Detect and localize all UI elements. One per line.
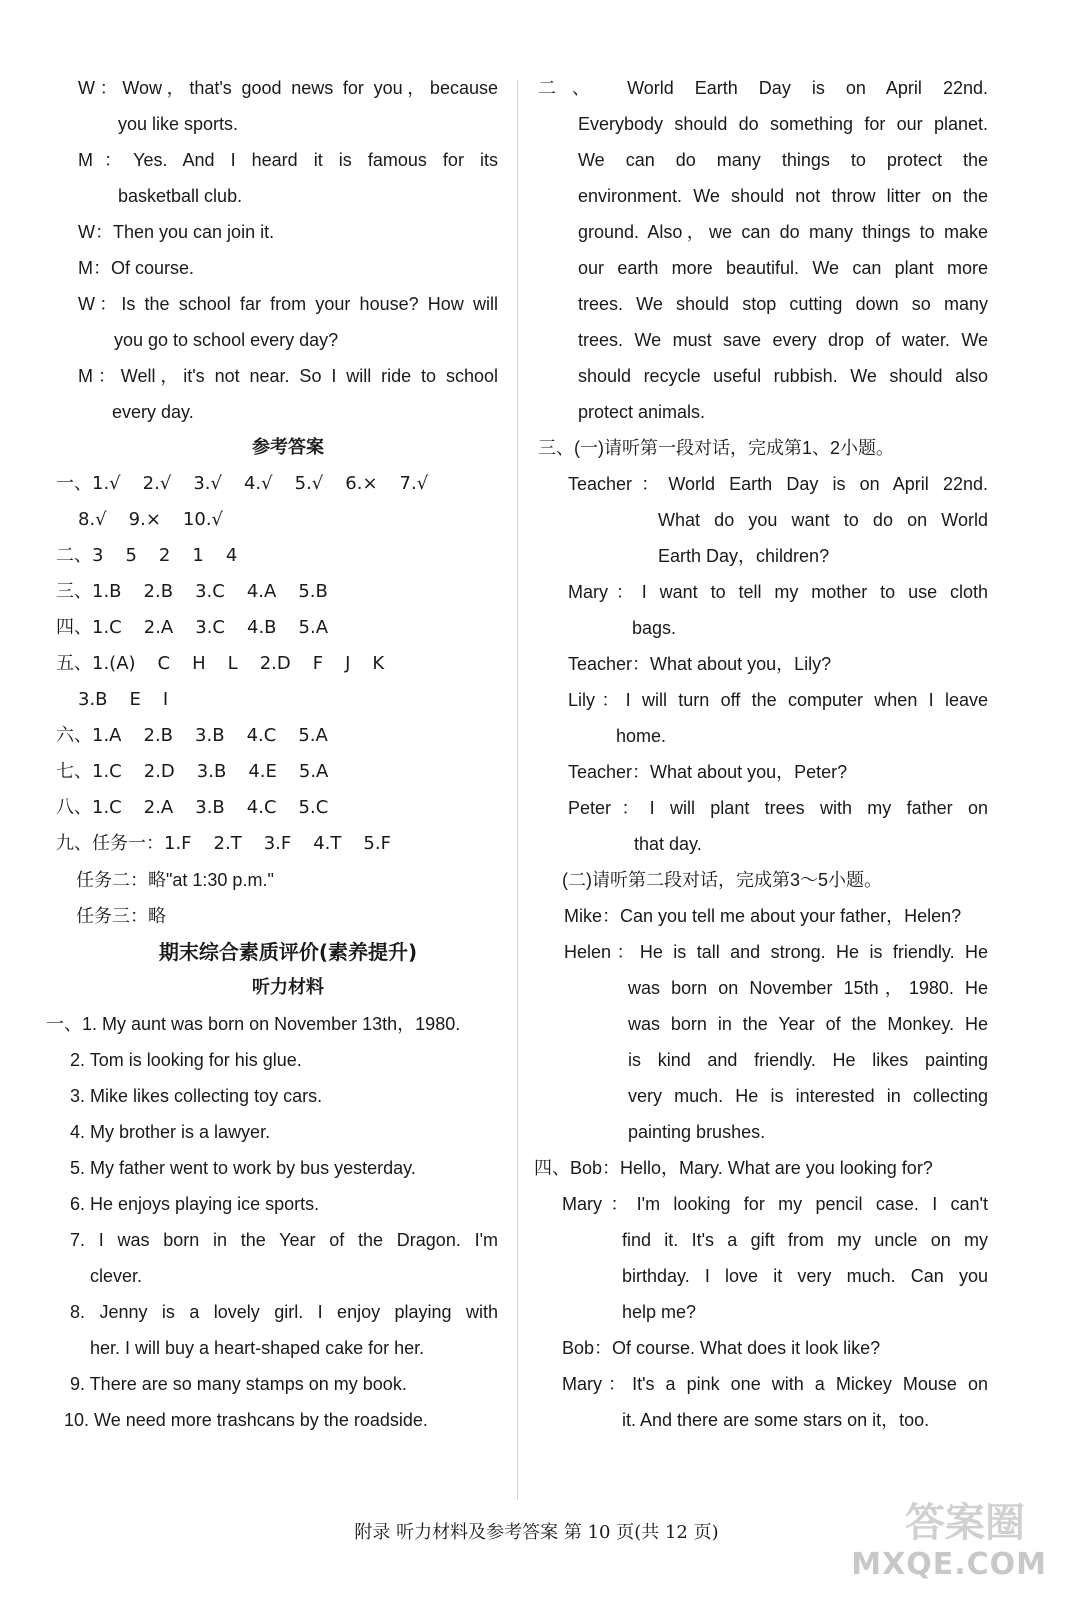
answer-item: 4.C [246,797,277,818]
text-line: basketball club. [118,186,243,206]
answer-item: 4.T [313,833,342,854]
answer-item: J [345,653,351,674]
answer-item: 2.T [213,833,242,854]
text-line: M：Of course. [78,258,195,278]
text-line: Teacher：World Earth Day is on April 22nd. [568,474,988,494]
answer-row [56,754,498,790]
answer-item: 八、1.C [56,797,122,818]
answer-row [56,826,498,862]
answer-item: 三、1.B [56,581,122,602]
answer-item: I [162,689,169,710]
text-line: 一、1. My aunt was born on November 13th，1980. [46,1014,461,1034]
answer-row [56,718,498,754]
text-line: Teacher：What about you，Peter? [568,762,848,782]
answer-item: 3.√ [193,473,222,494]
answer-row [56,610,498,646]
answer-item: 1 [192,545,204,566]
answer-item: H [192,653,206,674]
answer-item: 4.E [248,761,277,782]
answer-item: 4.B [247,617,277,638]
watermark-top-text: 答案圈 [905,1500,1025,1546]
answer-item: 一、1.√ [56,473,121,494]
text-line: should recycle useful rubbish. We should also [578,366,988,386]
section-heading: 听力材料 [252,977,324,998]
text-line: ground. Also，we can do many things to make [578,222,988,242]
text-line: M：Well，it's not near. So I will ride to school [78,366,498,386]
answer-row [56,790,498,826]
text-line: Earth Day，children? [658,546,830,566]
text-line: 7. I was born in the Year of the Dragon. I'm [70,1230,498,1250]
text-line: Peter：I will plant trees with my father on [568,798,988,818]
text-line: her. I will buy a heart-shaped cake for her. [90,1338,425,1358]
answer-item: 七、1.C [56,761,122,782]
text-line: 10. We need more trashcans by the roadside. [64,1410,428,1430]
answer-item: 4.A [246,581,277,602]
answer-row [56,466,498,502]
text-line: (二)请听第二段对话，完成第3～5小题。 [562,870,883,890]
text-line: home. [616,726,667,746]
answer-row [78,682,498,718]
answer-item: 3.B [195,725,225,746]
answer-item: 九、任务一：1.F [56,833,192,854]
text-line: find it. It's a gift from my uncle on my [622,1230,988,1250]
answer-item: 8.√ [78,509,107,530]
text-line: W：Wow，that's good news for you，because [78,78,498,98]
text-line: We can do many things to protect the [578,150,988,170]
text-line: you like sports. [118,114,239,134]
answer-item: F [312,653,324,674]
answer-item: 2.B [143,725,174,746]
answer-item: 5.C [298,797,329,818]
answer-item: 3.C [195,617,225,638]
text-line: W：Then you can join it. [78,222,275,242]
text-line: that day. [634,834,702,854]
text-line: Helen：He is tall and strong. He is friendly. He [564,942,988,962]
answer-row [78,502,498,538]
text-line: 三、(一)请听第一段对话，完成第1、2小题。 [538,438,895,458]
text-line: 2. Tom is looking for his glue. [70,1050,302,1070]
text-line: Mary：I want to tell my mother to use cloth [568,582,988,602]
section-heading: 期末综合素质评价(素养提升) [158,940,418,964]
text-line: What do you want to do on World [658,510,988,530]
text-line: W：Is the school far from your house? How will [78,294,498,314]
text-line: Mike：Can you tell me about your father，Helen? [564,906,962,926]
answer-row [56,646,498,682]
answer-item: C [157,653,171,674]
answer-item: 2 [158,545,171,566]
answer-item: L [227,653,238,674]
text-line: is kind and friendly. He likes painting [628,1050,988,1070]
text-line: very much. He is interested in collecting [628,1086,988,1106]
text-line: clever. [90,1266,143,1286]
text-line: Lily：I will turn off the computer when I leave [568,690,988,710]
text-line: Bob：Of course. What does it look like? [562,1338,881,1358]
answer-item: 2.√ [142,473,172,494]
answer-item: 10.√ [182,509,224,530]
answer-item: 6.× [345,473,378,494]
text-line: Mary：It's a pink one with a Mickey Mouse on [562,1374,988,1394]
text-line: 四、Bob：Hello，Mary. What are you looking for? [534,1158,933,1178]
answer-item: 5.F [363,833,391,854]
answer-item: E [129,689,141,710]
text-line: you go to school every day? [114,330,339,350]
section-heading: 参考答案 [252,437,324,458]
answer-item: 5.B [298,581,328,602]
text-line: was born in the Year of the Monkey. He [628,1014,988,1034]
text-line: bags. [632,618,677,638]
answer-item: 3.B [78,689,108,710]
answer-item: 9.× [128,509,161,530]
answer-item: 3.C [195,581,225,602]
answer-item: 5.A [298,725,328,746]
watermark-url-text: MXQE.COM [851,1547,1047,1582]
text-line: protect animals. [578,402,706,422]
answer-item: 2.A [143,797,174,818]
answer-row [56,538,498,574]
right-column [534,70,988,1438]
text-line: trees. We should stop cutting down so many [578,294,988,314]
text-line: 9. There are so many stamps on my book. [70,1374,407,1394]
answer-item: 五、1.(A) [56,653,136,674]
answer-item: 7.√ [399,473,429,494]
text-line: environment. We should not throw litter on the [578,186,988,206]
answer-item: 5 [125,545,137,566]
answer-item: 四、1.C [56,617,122,638]
answer-item: 2.A [143,617,174,638]
watermark-logo [851,1500,1055,1588]
text-line: it. And there are some stars on it，too. [622,1410,930,1430]
answer-item: 2.D [143,761,175,782]
text-line: 4. My brother is a lawyer. [70,1122,271,1142]
left-column [46,70,498,1438]
answer-item: 3.B [195,797,225,818]
answer-item: 5.√ [294,473,324,494]
text-line: trees. We must save every drop of water. We [578,330,988,350]
answer-item: 2.D [259,653,291,674]
text-line: 3. Mike likes collecting toy cars. [70,1086,323,1106]
text-line: M：Yes. And I heard it is famous for its [78,150,498,170]
text-line: Mary：I'm looking for my pencil case. I can't [562,1194,988,1214]
page-footer: 附录 听力材料及参考答案 第 10 页(共 12 页) [354,1522,719,1543]
text-line: 二、 World Earth Day is on April 22nd. [538,78,988,98]
answer-item: 4.√ [243,473,273,494]
answer-item: 3.F [263,833,292,854]
answer-row [56,574,498,610]
text-line: painting brushes. [628,1122,766,1142]
text-line: every day. [112,402,194,422]
answer-item: 六、1.A [56,725,122,746]
text-line: 6. He enjoys playing ice sports. [70,1194,320,1214]
text-line: 任务二：略"at 1:30 p.m." [76,870,274,890]
column-divider [517,80,518,1500]
text-line: our earth more beautiful. We can plant more [578,258,988,278]
text-line: Teacher：What about you，Lily? [568,654,832,674]
text-line: Everybody should do something for our planet. [578,114,988,134]
answer-item: 二、3 [56,545,104,566]
answer-item: 4 [225,545,238,566]
answer-item: 4.C [246,725,277,746]
text-line: was born on November 15th，1980. He [628,978,988,998]
text-line: birthday. I love it very much. Can you [622,1266,988,1286]
answer-item: 2.B [143,581,174,602]
text-line: 5. My father went to work by bus yesterday. [70,1158,416,1178]
answer-item: 5.A [298,761,329,782]
answer-item: K [372,653,385,674]
text-line: 8. Jenny is a lovely girl. I enjoy playing with [70,1302,498,1322]
text-line: 任务三：略 [76,906,166,926]
answer-item: 5.A [298,617,329,638]
answer-item: 3.B [196,761,227,782]
text-line: help me? [622,1302,697,1322]
